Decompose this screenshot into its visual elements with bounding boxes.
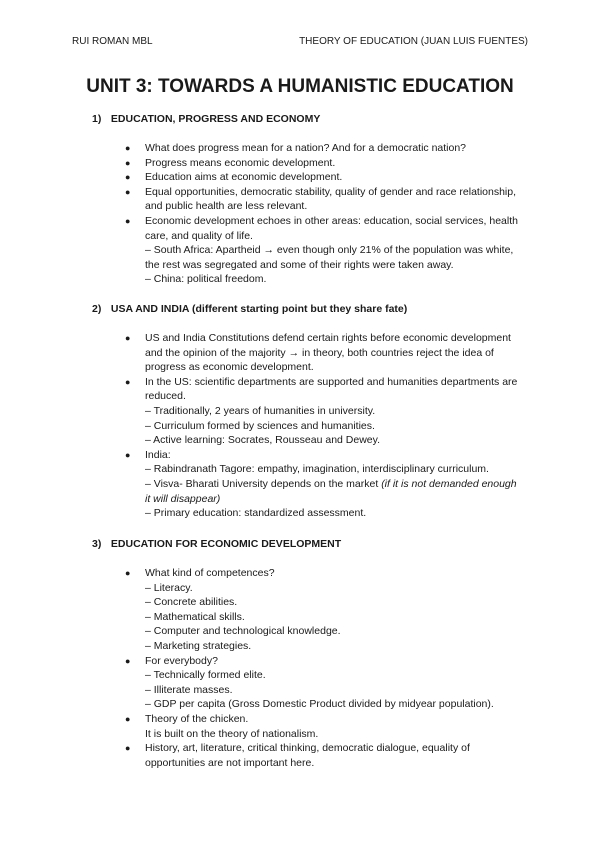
section-2-list	[125, 331, 520, 521]
bullet-icon: ●	[125, 713, 131, 724]
list-item: ● What does progress mean for a nation? And for a democratic nation?	[125, 142, 467, 154]
section-1-list	[125, 141, 520, 287]
bullet-icon: ●	[125, 449, 131, 460]
sub-item: – South Africa: Apartheid → even though only 21% of the population was white, the rest was segregated and some of their rights were taken away.	[145, 244, 514, 271]
list-item: ● Education aims at economic development.	[125, 171, 343, 184]
sub-item: – Visva- Bharati University depends on the market (if it is not demanded enough it will disappear)	[145, 477, 517, 505]
section-number: 1)	[92, 113, 102, 125]
bullet-icon: ●	[125, 157, 131, 168]
sub-item: – China: political freedom.	[145, 273, 267, 286]
sub-item: – Primary education: standardized assessment.	[145, 507, 367, 520]
sub-item: – Curriculum formed by sciences and humanities.	[145, 419, 375, 432]
list-item: ● India: – Rabindranath Tagore: empathy, imagination, interdisciplinary curriculum. – Visva- Bharati University depends on the market (if it is not demanded enough it will disappear) – Primary education: standardized assessment.	[125, 448, 520, 521]
list-item: ● What kind of competences? – Literacy. – Concrete abilities. – Mathematical skills. – Computer and technological knowledge. – Marketing strategies.	[125, 566, 520, 654]
list-item: ● Economic development echoes in other areas: education, social services, health care, and quality of life. – South Africa: Apartheid → even though only 21% of the population was white, the rest was segregated and some of their rights were taken away. – China: political freedom.	[125, 214, 520, 287]
section-heading-1	[92, 113, 320, 125]
sub-item: – Traditionally, 2 years of humanities in university.	[145, 404, 376, 417]
list-item: ● In the US: scientific departments are supported and humanities departments are reduced. – Traditionally, 2 years of humanities in university. – Curriculum formed by sciences and humanities. – Active learning: Socrates, Rousseau and Dewey.	[125, 375, 520, 448]
sub-item: – GDP per capita (Gross Domestic Product divided by midyear population).	[145, 698, 494, 711]
sub-item: It is built on the theory of nationalism.	[145, 727, 319, 740]
section-3-list	[125, 566, 520, 770]
bullet-icon: ●	[125, 333, 131, 343]
bullet-icon: ●	[125, 143, 131, 153]
section-title: USA AND INDIA (different starting point but they share fate)	[110, 303, 408, 315]
sub-item: – Computer and technological knowledge.	[145, 625, 341, 638]
list-item: ● Theory of the chicken. It is built on the theory of nationalism.	[125, 712, 520, 741]
sub-item: – Literacy.	[145, 581, 193, 594]
sub-item: – Active learning: Socrates, Rousseau and Dewey.	[145, 434, 381, 447]
bullet-icon: ●	[125, 376, 131, 387]
bullet-icon: ●	[125, 172, 131, 183]
list-item: ● Progress means economic development.	[125, 156, 336, 169]
sub-item: – Rabindranath Tagore: empathy, imagination, interdisciplinary curriculum.	[145, 463, 489, 476]
section-title: EDUCATION FOR ECONOMIC DEVELOPMENT	[110, 538, 342, 550]
sub-item: – Mathematical skills.	[145, 610, 245, 623]
bullet-icon: ●	[125, 215, 131, 226]
page-header	[72, 36, 528, 50]
bullet-icon: ●	[125, 568, 131, 578]
section-heading-2	[92, 303, 407, 315]
list-item: ● History, art, literature, critical thinking, democratic dialogue, equality of opportunities are not important here.	[125, 742, 470, 769]
section-title: EDUCATION, PROGRESS AND ECONOMY	[110, 113, 321, 125]
bullet-icon: ●	[125, 743, 131, 754]
page-title: UNIT 3: TOWARDS A HUMANISTIC EDUCATION	[86, 76, 514, 97]
list-item: ● US and India Constitutions defend certain rights before economic development and the opinion of the majority → in theory, both countries reject the idea of progress as economic development.	[125, 332, 511, 374]
header-author: RUI ROMAN MBL	[72, 36, 153, 47]
sub-item: – Concrete abilities.	[145, 596, 238, 609]
sub-item: – Technically formed elite.	[145, 669, 266, 682]
section-number: 3)	[92, 538, 102, 550]
header-course: THEORY OF EDUCATION (JUAN LUIS FUENTES)	[299, 36, 528, 47]
section-number: 2)	[92, 303, 102, 315]
bullet-icon: ●	[125, 655, 131, 666]
list-item: ● Equal opportunities, democratic stability, quality of gender and race relationship, and public health are less relevant.	[125, 185, 517, 213]
list-item: ● For everybody? – Technically formed elite. – Illiterate masses. – GDP per capita (Gross Domestic Product divided by midyear population).	[125, 654, 520, 712]
section-heading-3	[92, 538, 341, 550]
sub-item: – Marketing strategies.	[145, 639, 252, 652]
sub-item: – Illiterate masses.	[145, 683, 233, 696]
bullet-icon: ●	[125, 186, 131, 197]
